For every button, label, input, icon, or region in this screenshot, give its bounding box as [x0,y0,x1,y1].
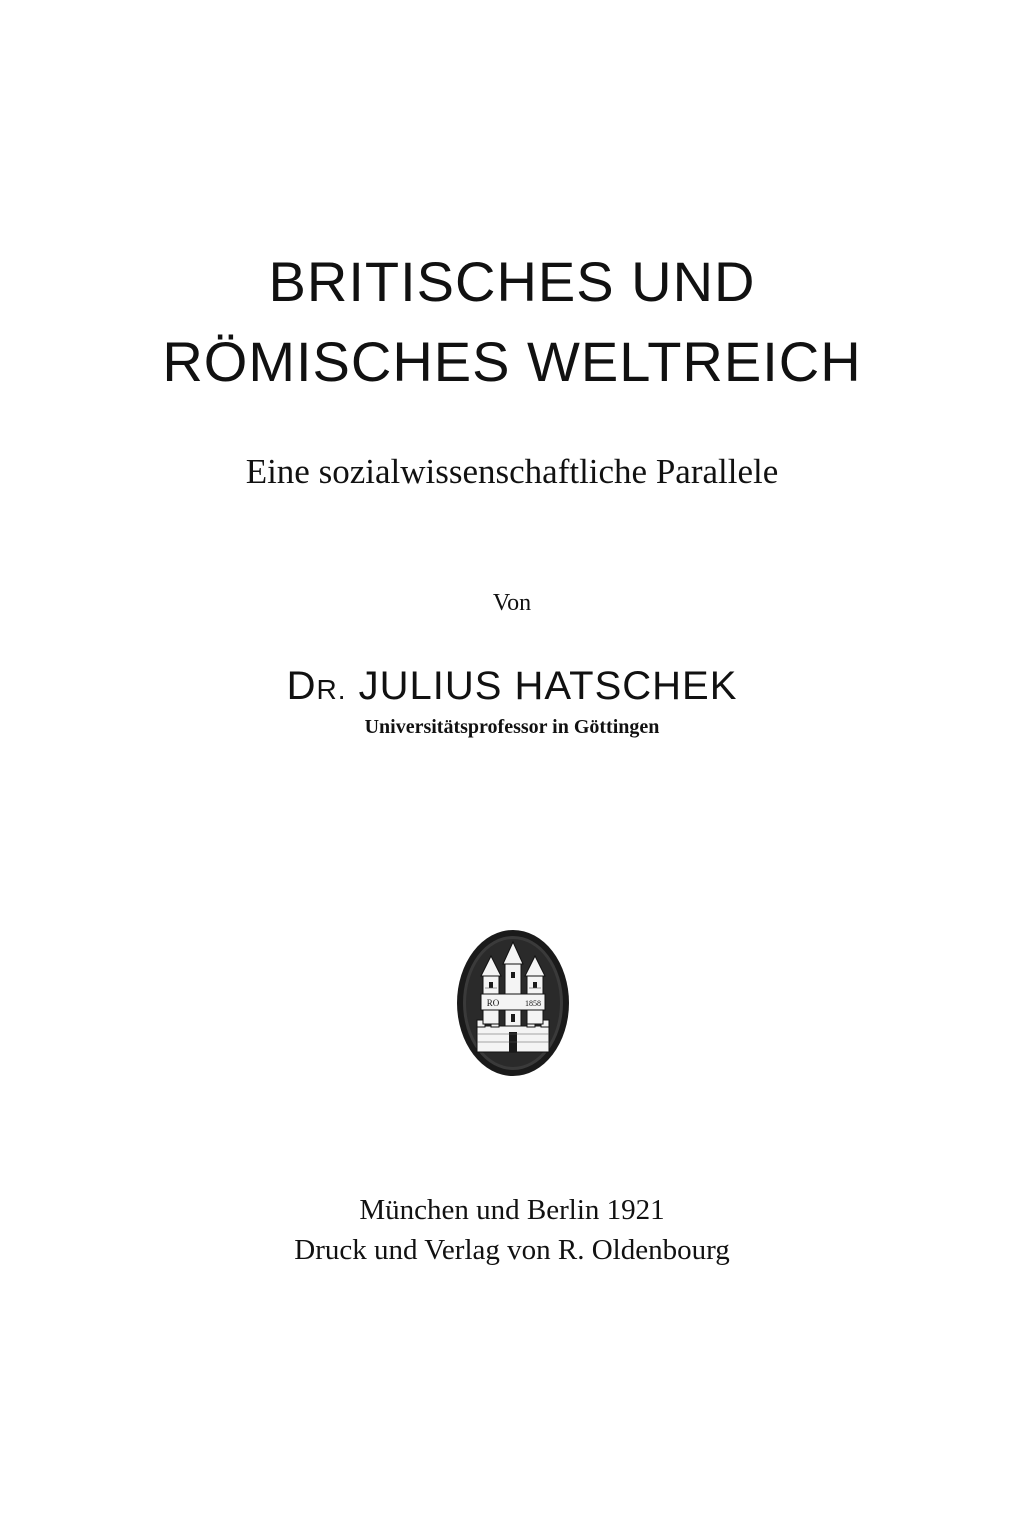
author-affiliation: Universitätsprofessor in Göttingen [364,716,660,738]
book-title-line-1: BRITISCHES UND [268,250,756,313]
imprint-publisher: Druck und Verlag von R. Oldenbourg [294,1234,730,1266]
by-label: Von [492,590,532,616]
book-title-line-2: RÖMISCHES WELTREICH [162,330,862,393]
seal-left-text: RO [486,998,500,1008]
book-subtitle: Eine sozialwissenschaftliche Parallele [245,452,779,491]
author-prefix-rest: R. [316,674,347,705]
imprint-place-year: München und Berlin 1921 [359,1194,665,1226]
author-full-name: JULIUS HATSCHEK [358,664,738,708]
author-name [0,664,1024,709]
seal-right-text: 1858 [525,999,541,1008]
castle-seal-icon [455,928,571,1078]
author-prefix-initial: D [286,664,317,708]
